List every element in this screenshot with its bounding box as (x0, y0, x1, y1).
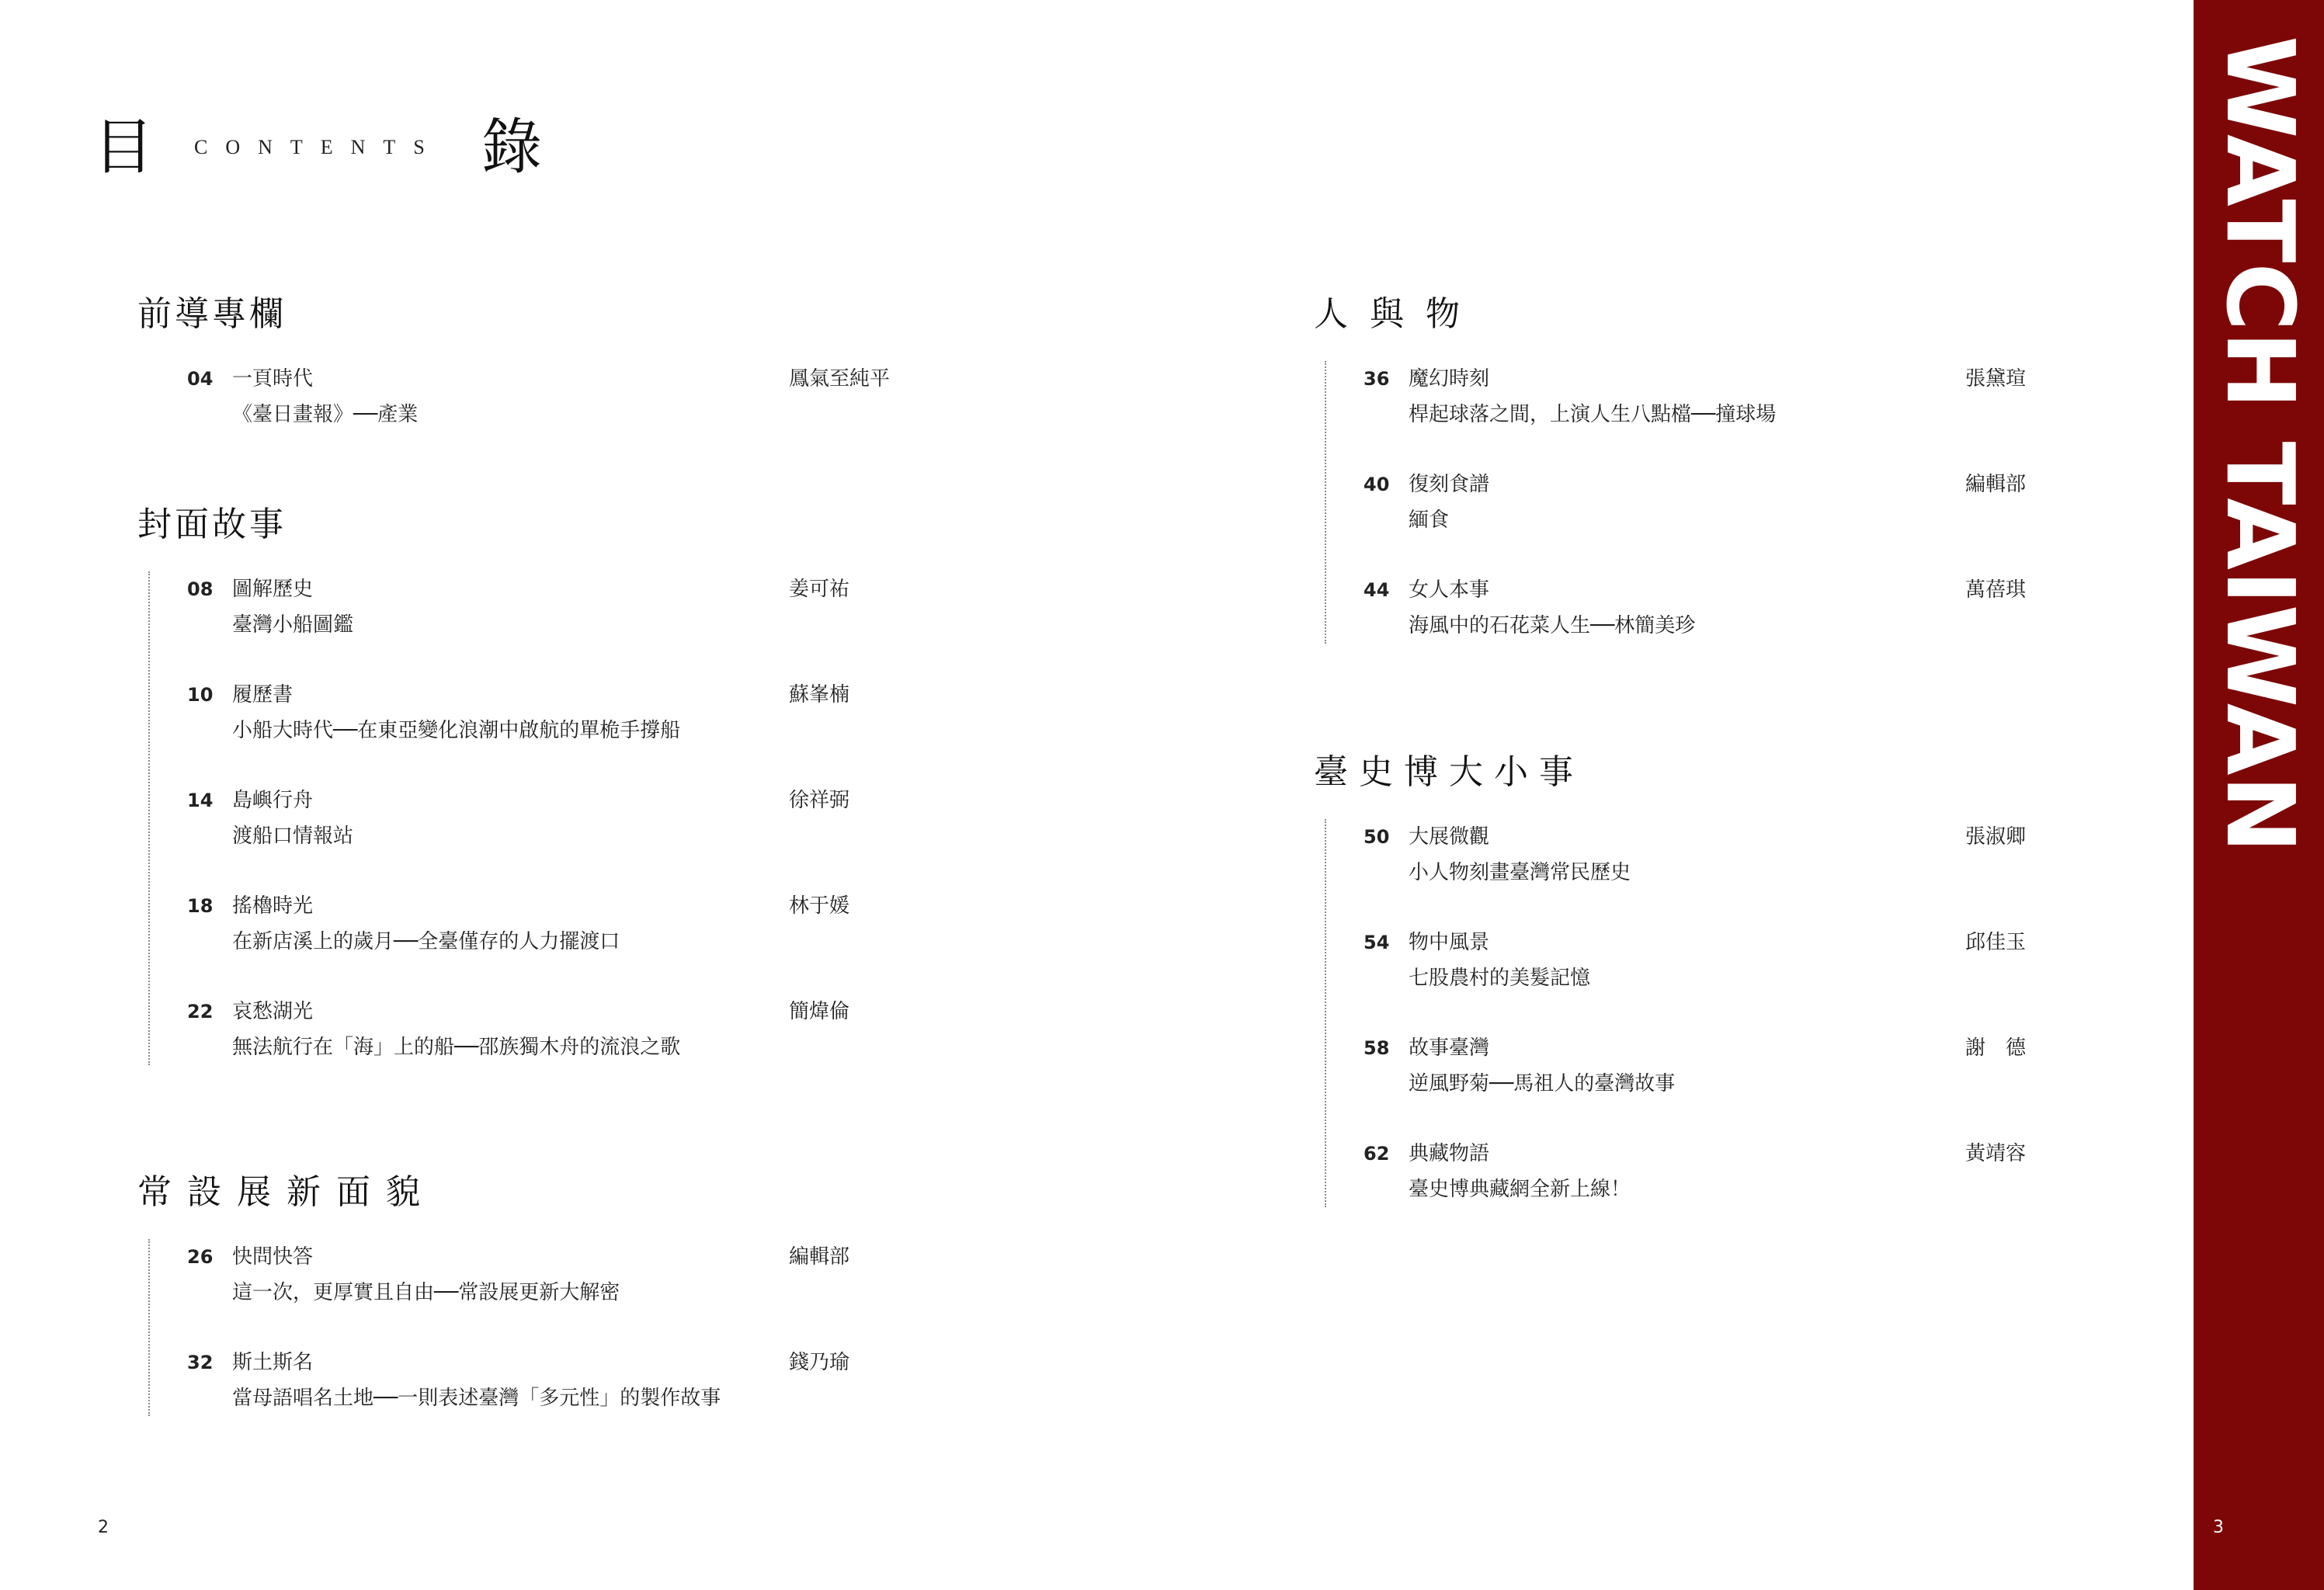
entry-title: 大展微觀 (1409, 825, 1490, 849)
entry-page-number: 44 (1363, 579, 1390, 601)
entry-page-number: 54 (1363, 932, 1390, 953)
entry-subtitle: 桿起球落之間，上演人生八點檔──撞球場 (1409, 403, 1777, 426)
toc-entry[interactable] (187, 783, 886, 854)
toc-entry[interactable] (1363, 925, 2062, 996)
entry-title: 哀愁湖光 (232, 1000, 314, 1023)
toc-entry[interactable] (187, 994, 886, 1065)
section-permanent-exhibition (137, 1169, 886, 1416)
entry-list (1325, 361, 2062, 644)
entry-author: 邱佳玉 (1965, 931, 2027, 954)
entry-title: 復刻食譜 (1409, 473, 1490, 496)
entry-author: 張黛瑄 (1965, 367, 2027, 391)
toc-entry[interactable] (1363, 361, 2062, 432)
entry-subtitle: 當母語唱名土地──一則表述臺灣「多元性」的製作故事 (232, 1387, 721, 1410)
entry-page-number: 18 (187, 895, 214, 917)
section-museum-news (1314, 749, 2062, 1207)
toc-entry[interactable] (1363, 1136, 2062, 1207)
toc-entry[interactable] (1363, 1030, 2062, 1102)
entry-author: 林于媛 (789, 894, 850, 918)
entry-title: 斯土斯名 (232, 1351, 314, 1374)
title-char-right: 錄 (481, 113, 543, 182)
entry-page-number: 04 (187, 368, 214, 390)
entry-subtitle: 這一次，更厚實且自由──常設展更新大解密 (232, 1281, 620, 1304)
entry-subtitle: 逆風野菊──馬祖人的臺灣故事 (1409, 1072, 1676, 1095)
entry-title: 圖解歷史 (232, 578, 314, 601)
entry-title: 女人本事 (1409, 578, 1490, 602)
section-title: 人與物 (1314, 294, 1482, 334)
toc-entry[interactable] (1363, 572, 2062, 644)
entry-subtitle: 臺灣小船圖鑑 (232, 613, 354, 637)
entry-page-number: 36 (1363, 368, 1390, 390)
entry-page-number: 08 (187, 578, 214, 600)
entry-author: 編輯部 (789, 1245, 850, 1269)
entry-author: 編輯部 (1965, 473, 2027, 496)
toc-entry[interactable] (1363, 819, 2062, 890)
entry-title: 搖櫓時光 (232, 894, 314, 918)
entry-page-number: 14 (187, 790, 214, 811)
entry-page-number: 58 (1363, 1037, 1390, 1059)
title-char-left: 目 (93, 113, 155, 182)
entry-title: 履歷書 (232, 683, 294, 706)
toc-entry[interactable] (1363, 467, 2062, 538)
section-cover-story (137, 502, 886, 1065)
entry-page-number: 62 (1363, 1143, 1390, 1165)
toc-entry[interactable] (187, 1345, 886, 1416)
entry-list (148, 1239, 886, 1416)
section-title: 封面故事 (137, 505, 287, 544)
section-title: 前導專欄 (137, 294, 287, 334)
entry-title: 典藏物語 (1409, 1142, 1490, 1165)
entry-title: 物中風景 (1409, 931, 1490, 954)
page-number-left: 2 (98, 1518, 109, 1537)
entry-author: 謝 德 (1965, 1036, 2027, 1060)
entry-subtitle: 渡船口情報站 (232, 825, 354, 848)
entry-subtitle: 無法航行在「海」上的船──邵族獨木舟的流浪之歌 (232, 1036, 681, 1059)
entry-title: 一頁時代 (232, 367, 314, 391)
entry-list (1325, 819, 2062, 1207)
entry-page-number: 22 (187, 1001, 214, 1022)
entry-author: 蘇峯楠 (789, 683, 850, 706)
section-title: 常設展新面貌 (137, 1172, 436, 1212)
entry-author: 黃靖容 (1965, 1142, 2027, 1165)
entry-subtitle: 臺史博典藏網全新上線！ (1409, 1178, 1631, 1201)
section-lead (137, 291, 891, 432)
entry-author: 萬蓓琪 (1965, 578, 2027, 602)
entry-subtitle: 緬食 (1409, 509, 1450, 532)
entry-page-number: 32 (187, 1352, 214, 1373)
entry-subtitle: 海風中的石花菜人生──林簡美珍 (1409, 614, 1696, 637)
entry-author: 張淑卿 (1965, 825, 2027, 849)
entry-subtitle: 小船大時代──在東亞變化浪潮中啟航的單桅手撐船 (232, 719, 681, 742)
entry-subtitle: 七股農村的美髮記憶 (1409, 967, 1591, 990)
entry-page-number: 40 (1363, 474, 1390, 495)
entry-page-number: 50 (1363, 826, 1390, 848)
entry-subtitle: 在新店溪上的歲月──全臺僅存的人力擺渡口 (232, 930, 620, 953)
section-people-objects (1314, 291, 2062, 644)
entry-author: 錢乃瑜 (789, 1351, 850, 1374)
toc-entry[interactable] (187, 677, 886, 748)
entry-author: 姜可祐 (789, 578, 850, 601)
entry-author: 簡煒倫 (789, 1000, 850, 1023)
entry-title: 快問快答 (232, 1245, 314, 1269)
title-latin: CONTENTS (194, 136, 443, 158)
toc-entry[interactable] (187, 888, 886, 960)
entry-list (148, 571, 886, 1065)
page-number-right: 3 (2213, 1518, 2224, 1537)
brand-wordmark: WATCH TAIWAN (2205, 36, 2313, 853)
toc-entry[interactable] (187, 571, 886, 643)
entry-page-number: 26 (187, 1246, 214, 1268)
entry-subtitle: 小人物刻畫臺灣常民歷史 (1409, 861, 1631, 884)
entry-subtitle: 《臺日畫報》──產業 (232, 403, 419, 426)
toc-entry[interactable] (187, 1239, 886, 1311)
section-title: 臺史博大小事 (1314, 752, 1584, 792)
entry-title: 故事臺灣 (1409, 1036, 1490, 1060)
entry-title: 島嶼行舟 (232, 789, 314, 812)
entry-author: 徐祥弼 (789, 789, 850, 812)
entry-page-number: 10 (187, 684, 214, 706)
toc-entry[interactable] (187, 361, 891, 432)
entry-author: 鳳氣至純平 (789, 367, 891, 391)
entry-title: 魔幻時刻 (1409, 367, 1490, 391)
brand-bar (2194, 0, 2324, 1590)
entry-list (148, 361, 891, 432)
